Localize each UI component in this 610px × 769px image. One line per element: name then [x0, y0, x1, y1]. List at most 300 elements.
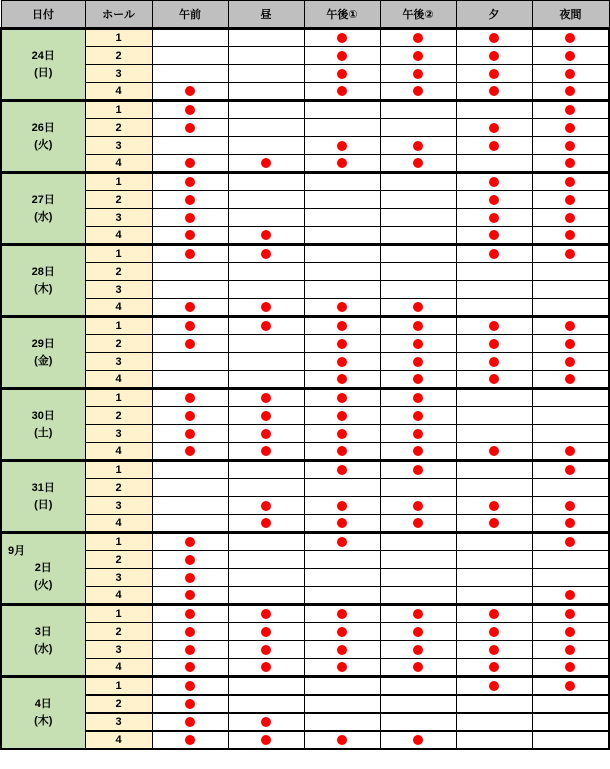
hall-number: 3	[85, 497, 152, 515]
red-dot-icon	[413, 518, 423, 528]
slot-cell-evening	[456, 191, 532, 209]
date-day: 28日	[31, 265, 55, 278]
hall-number: 1	[85, 389, 152, 407]
red-dot-icon	[185, 393, 195, 403]
hall-number: 2	[85, 335, 152, 353]
slot-cell-evening	[456, 263, 532, 281]
slot-cell-morning	[152, 623, 228, 641]
slot-cell-evening	[456, 461, 532, 479]
date-weekday: (日)	[34, 498, 53, 511]
slot-cell-afternoon-1	[304, 299, 380, 317]
slot-cell-night	[532, 425, 609, 443]
slot-cell-night	[532, 461, 609, 479]
slot-cell-night	[532, 497, 609, 515]
red-dot-icon	[565, 374, 575, 384]
red-dot-icon	[489, 249, 499, 259]
slot-cell-noon	[228, 425, 304, 443]
slot-cell-noon	[228, 479, 304, 497]
red-dot-icon	[489, 86, 499, 96]
hall-number: 3	[85, 425, 152, 443]
date-day: 24日	[31, 49, 55, 62]
red-dot-icon	[185, 195, 195, 205]
slot-cell-afternoon-1	[304, 209, 380, 227]
date-cell	[1, 677, 85, 749]
hall-number: 2	[85, 47, 152, 65]
slot-cell-night	[532, 119, 609, 137]
slot-cell-evening	[456, 83, 532, 101]
table-row	[1, 29, 609, 47]
table-row	[1, 227, 609, 245]
slot-cell-morning	[152, 245, 228, 263]
red-dot-icon	[489, 681, 499, 691]
col-header-morning: 午前	[152, 1, 228, 29]
red-dot-icon	[565, 105, 575, 115]
slot-cell-afternoon-1	[304, 533, 380, 551]
date-day: 31日	[31, 481, 55, 494]
slot-cell-evening	[456, 227, 532, 245]
slot-cell-afternoon-2	[380, 371, 456, 389]
slot-cell-afternoon-1	[304, 713, 380, 731]
red-dot-icon	[337, 411, 347, 421]
red-dot-icon	[413, 627, 423, 637]
red-dot-icon	[489, 321, 499, 331]
slot-cell-evening	[456, 425, 532, 443]
table-row	[1, 623, 609, 641]
slot-cell-evening	[456, 371, 532, 389]
red-dot-icon	[185, 429, 195, 439]
hall-number: 4	[85, 371, 152, 389]
slot-cell-afternoon-1	[304, 605, 380, 623]
table-row	[1, 191, 609, 209]
slot-cell-night	[532, 191, 609, 209]
red-dot-icon	[185, 339, 195, 349]
slot-cell-afternoon-2	[380, 407, 456, 425]
slot-cell-morning	[152, 407, 228, 425]
slot-cell-evening	[456, 281, 532, 299]
red-dot-icon	[565, 177, 575, 187]
date-month: 9月	[8, 545, 26, 557]
red-dot-icon	[565, 501, 575, 511]
date-weekday: (金)	[34, 354, 53, 367]
table-row	[1, 83, 609, 101]
slot-cell-noon	[228, 659, 304, 677]
slot-cell-morning	[152, 65, 228, 83]
slot-cell-noon	[228, 173, 304, 191]
red-dot-icon	[185, 662, 195, 672]
slot-cell-morning	[152, 389, 228, 407]
table-row	[1, 551, 609, 569]
hall-number: 1	[85, 461, 152, 479]
slot-cell-afternoon-1	[304, 353, 380, 371]
slot-cell-evening	[456, 209, 532, 227]
slot-cell-morning	[152, 677, 228, 695]
red-dot-icon	[185, 123, 195, 133]
slot-cell-afternoon-2	[380, 281, 456, 299]
red-dot-icon	[489, 69, 499, 79]
red-dot-icon	[261, 230, 271, 240]
red-dot-icon	[489, 51, 499, 61]
red-dot-icon	[489, 213, 499, 223]
col-header-date: 日付	[1, 1, 85, 29]
slot-cell-afternoon-1	[304, 695, 380, 713]
slot-cell-afternoon-2	[380, 119, 456, 137]
hall-number: 1	[85, 605, 152, 623]
slot-cell-morning	[152, 551, 228, 569]
hall-number: 3	[85, 641, 152, 659]
red-dot-icon	[413, 465, 423, 475]
slot-cell-evening	[456, 479, 532, 497]
red-dot-icon	[413, 374, 423, 384]
slot-cell-morning	[152, 101, 228, 119]
red-dot-icon	[185, 177, 195, 187]
hall-number: 1	[85, 173, 152, 191]
slot-cell-evening	[456, 173, 532, 191]
date-day: 3日	[34, 625, 52, 638]
slot-cell-morning	[152, 713, 228, 731]
table-row	[1, 119, 609, 137]
slot-cell-afternoon-1	[304, 101, 380, 119]
slot-cell-afternoon-1	[304, 335, 380, 353]
slot-cell-night	[532, 299, 609, 317]
date-weekday: (土)	[34, 426, 53, 439]
slot-cell-afternoon-2	[380, 659, 456, 677]
slot-cell-evening	[456, 65, 532, 83]
slot-cell-afternoon-1	[304, 461, 380, 479]
date-day: 2日	[34, 562, 52, 574]
slot-cell-afternoon-2	[380, 695, 456, 713]
table-row	[1, 353, 609, 371]
slot-cell-afternoon-2	[380, 173, 456, 191]
slot-cell-afternoon-2	[380, 731, 456, 749]
slot-cell-morning	[152, 191, 228, 209]
hall-number: 1	[85, 29, 152, 47]
slot-cell-afternoon-2	[380, 461, 456, 479]
red-dot-icon	[565, 465, 575, 475]
slot-cell-noon	[228, 155, 304, 173]
table-row	[1, 713, 609, 731]
slot-cell-night	[532, 173, 609, 191]
slot-cell-noon	[228, 569, 304, 587]
slot-cell-noon	[228, 713, 304, 731]
slot-cell-noon	[228, 641, 304, 659]
slot-cell-evening	[456, 497, 532, 515]
red-dot-icon	[565, 158, 575, 168]
red-dot-icon	[413, 357, 423, 367]
slot-cell-night	[532, 335, 609, 353]
red-dot-icon	[413, 411, 423, 421]
slot-cell-night	[532, 641, 609, 659]
slot-cell-night	[532, 515, 609, 533]
red-dot-icon	[337, 518, 347, 528]
table-row	[1, 641, 609, 659]
header-row	[1, 1, 609, 29]
slot-cell-afternoon-2	[380, 317, 456, 335]
red-dot-icon	[413, 51, 423, 61]
slot-cell-afternoon-2	[380, 263, 456, 281]
red-dot-icon	[489, 446, 499, 456]
red-dot-icon	[185, 302, 195, 312]
red-dot-icon	[413, 501, 423, 511]
col-header-noon: 昼	[228, 1, 304, 29]
slot-cell-evening	[456, 587, 532, 605]
red-dot-icon	[185, 573, 195, 583]
slot-cell-noon	[228, 353, 304, 371]
slot-cell-morning	[152, 659, 228, 677]
slot-cell-night	[532, 353, 609, 371]
slot-cell-morning	[152, 587, 228, 605]
slot-cell-afternoon-2	[380, 479, 456, 497]
slot-cell-afternoon-1	[304, 425, 380, 443]
table-row	[1, 533, 609, 551]
red-dot-icon	[185, 213, 195, 223]
red-dot-icon	[261, 302, 271, 312]
slot-cell-afternoon-1	[304, 119, 380, 137]
slot-cell-noon	[228, 515, 304, 533]
red-dot-icon	[413, 69, 423, 79]
table-body	[1, 29, 609, 749]
slot-cell-night	[532, 479, 609, 497]
table-row	[1, 695, 609, 713]
slot-cell-morning	[152, 83, 228, 101]
table-row	[1, 65, 609, 83]
col-header-afternoon-1: 午後①	[304, 1, 380, 29]
slot-cell-afternoon-2	[380, 83, 456, 101]
slot-cell-evening	[456, 731, 532, 749]
slot-cell-evening	[456, 407, 532, 425]
red-dot-icon	[489, 33, 499, 43]
slot-cell-afternoon-1	[304, 137, 380, 155]
red-dot-icon	[185, 609, 195, 619]
slot-cell-night	[532, 101, 609, 119]
slot-cell-morning	[152, 263, 228, 281]
slot-cell-morning	[152, 479, 228, 497]
slot-cell-morning	[152, 533, 228, 551]
slot-cell-evening	[456, 335, 532, 353]
table-row	[1, 173, 609, 191]
slot-cell-afternoon-1	[304, 65, 380, 83]
slot-cell-afternoon-2	[380, 533, 456, 551]
red-dot-icon	[565, 33, 575, 43]
red-dot-icon	[489, 195, 499, 205]
slot-cell-afternoon-1	[304, 173, 380, 191]
table-row	[1, 263, 609, 281]
red-dot-icon	[337, 302, 347, 312]
slot-cell-afternoon-2	[380, 47, 456, 65]
red-dot-icon	[565, 86, 575, 96]
red-dot-icon	[565, 321, 575, 331]
red-dot-icon	[261, 627, 271, 637]
table-row	[1, 407, 609, 425]
hall-number: 2	[85, 191, 152, 209]
slot-cell-afternoon-1	[304, 407, 380, 425]
red-dot-icon	[337, 501, 347, 511]
red-dot-icon	[413, 33, 423, 43]
slot-cell-afternoon-1	[304, 587, 380, 605]
red-dot-icon	[185, 537, 195, 547]
red-dot-icon	[261, 735, 271, 745]
table-row	[1, 101, 609, 119]
slot-cell-noon	[228, 443, 304, 461]
date-day: 29日	[31, 337, 55, 350]
red-dot-icon	[337, 662, 347, 672]
table-row	[1, 137, 609, 155]
slot-cell-afternoon-1	[304, 731, 380, 749]
slot-cell-evening	[456, 641, 532, 659]
slot-cell-night	[532, 227, 609, 245]
slot-cell-evening	[456, 353, 532, 371]
red-dot-icon	[413, 141, 423, 151]
red-dot-icon	[489, 662, 499, 672]
red-dot-icon	[489, 230, 499, 240]
slot-cell-night	[532, 245, 609, 263]
slot-cell-night	[532, 263, 609, 281]
slot-cell-afternoon-2	[380, 623, 456, 641]
slot-cell-morning	[152, 119, 228, 137]
slot-cell-afternoon-2	[380, 65, 456, 83]
red-dot-icon	[337, 645, 347, 655]
slot-cell-evening	[456, 569, 532, 587]
table-row	[1, 515, 609, 533]
red-dot-icon	[261, 717, 271, 727]
red-dot-icon	[413, 645, 423, 655]
slot-cell-morning	[152, 461, 228, 479]
red-dot-icon	[261, 645, 271, 655]
slot-cell-morning	[152, 47, 228, 65]
slot-cell-afternoon-1	[304, 281, 380, 299]
red-dot-icon	[565, 123, 575, 133]
slot-cell-evening	[456, 533, 532, 551]
slot-cell-afternoon-1	[304, 623, 380, 641]
slot-cell-afternoon-1	[304, 551, 380, 569]
slot-cell-afternoon-2	[380, 389, 456, 407]
red-dot-icon	[489, 339, 499, 349]
slot-cell-noon	[228, 29, 304, 47]
slot-cell-afternoon-2	[380, 299, 456, 317]
red-dot-icon	[565, 213, 575, 223]
table-row	[1, 443, 609, 461]
red-dot-icon	[489, 141, 499, 151]
slot-cell-afternoon-1	[304, 479, 380, 497]
date-weekday: (日)	[34, 66, 53, 79]
hall-number: 3	[85, 353, 152, 371]
red-dot-icon	[489, 518, 499, 528]
red-dot-icon	[565, 518, 575, 528]
red-dot-icon	[565, 446, 575, 456]
red-dot-icon	[337, 609, 347, 619]
slot-cell-night	[532, 569, 609, 587]
slot-cell-night	[532, 47, 609, 65]
slot-cell-noon	[228, 533, 304, 551]
slot-cell-night	[532, 407, 609, 425]
red-dot-icon	[261, 446, 271, 456]
slot-cell-night	[532, 587, 609, 605]
slot-cell-morning	[152, 371, 228, 389]
hall-number: 2	[85, 119, 152, 137]
slot-cell-night	[532, 29, 609, 47]
slot-cell-noon	[228, 731, 304, 749]
slot-cell-afternoon-2	[380, 335, 456, 353]
slot-cell-afternoon-1	[304, 677, 380, 695]
red-dot-icon	[565, 51, 575, 61]
hall-number: 2	[85, 479, 152, 497]
slot-cell-noon	[228, 263, 304, 281]
red-dot-icon	[337, 374, 347, 384]
date-cell	[1, 173, 85, 245]
date-weekday: (木)	[34, 714, 53, 727]
red-dot-icon	[337, 86, 347, 96]
red-dot-icon	[261, 158, 271, 168]
date-weekday: (火)	[34, 579, 53, 591]
slot-cell-noon	[228, 587, 304, 605]
red-dot-icon	[337, 446, 347, 456]
red-dot-icon	[185, 627, 195, 637]
slot-cell-afternoon-1	[304, 29, 380, 47]
hall-number: 4	[85, 227, 152, 245]
slot-cell-night	[532, 533, 609, 551]
red-dot-icon	[413, 662, 423, 672]
hall-number: 4	[85, 659, 152, 677]
red-dot-icon	[185, 86, 195, 96]
table-row	[1, 155, 609, 173]
red-dot-icon	[185, 411, 195, 421]
red-dot-icon	[185, 555, 195, 565]
slot-cell-morning	[152, 695, 228, 713]
col-header-afternoon-2: 午後②	[380, 1, 456, 29]
date-day: 26日	[31, 121, 55, 134]
slot-cell-evening	[456, 623, 532, 641]
slot-cell-morning	[152, 281, 228, 299]
slot-cell-afternoon-1	[304, 155, 380, 173]
red-dot-icon	[565, 609, 575, 619]
slot-cell-evening	[456, 659, 532, 677]
slot-cell-morning	[152, 443, 228, 461]
hall-number: 1	[85, 533, 152, 551]
slot-cell-morning	[152, 731, 228, 749]
slot-cell-night	[532, 551, 609, 569]
slot-cell-afternoon-2	[380, 677, 456, 695]
red-dot-icon	[185, 590, 195, 600]
slot-cell-evening	[456, 47, 532, 65]
date-cell	[1, 461, 85, 533]
red-dot-icon	[413, 321, 423, 331]
hall-number: 1	[85, 677, 152, 695]
red-dot-icon	[413, 735, 423, 745]
red-dot-icon	[337, 429, 347, 439]
slot-cell-evening	[456, 245, 532, 263]
slot-cell-afternoon-2	[380, 497, 456, 515]
red-dot-icon	[337, 321, 347, 331]
red-dot-icon	[413, 446, 423, 456]
red-dot-icon	[489, 645, 499, 655]
date-weekday: (水)	[34, 642, 53, 655]
slot-cell-afternoon-1	[304, 569, 380, 587]
slot-cell-noon	[228, 209, 304, 227]
red-dot-icon	[565, 537, 575, 547]
slot-cell-morning	[152, 569, 228, 587]
red-dot-icon	[413, 339, 423, 349]
slot-cell-night	[532, 605, 609, 623]
hall-number: 4	[85, 443, 152, 461]
table-row	[1, 245, 609, 263]
slot-cell-night	[532, 317, 609, 335]
slot-cell-morning	[152, 353, 228, 371]
red-dot-icon	[565, 590, 575, 600]
slot-cell-noon	[228, 461, 304, 479]
slot-cell-noon	[228, 695, 304, 713]
slot-cell-afternoon-1	[304, 263, 380, 281]
red-dot-icon	[413, 429, 423, 439]
red-dot-icon	[565, 339, 575, 349]
